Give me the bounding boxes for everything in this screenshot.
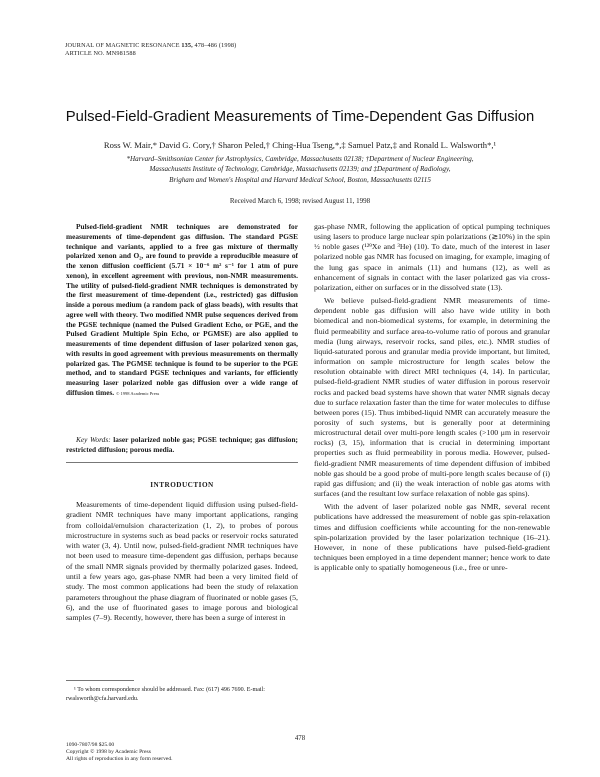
keywords-label: Key Words:: [76, 435, 111, 444]
journal-volume: 135,: [181, 42, 193, 49]
abstract-publisher: © 1998 Academic Press: [116, 390, 160, 396]
article-number: ARTICLE NO. MN981588: [65, 50, 136, 58]
affiliations: [40, 154, 560, 185]
intro-paragraph: gas-phase NMR, following the application of optical pumping techniques using lasers to produce large nuclear spin polarizations (≳10%) in the spin ½ noble gases (¹²⁹Xe and ³He) (10). To date, much of the interest in laser polarized noble gas NMR has focused on imaging, for example, imaging of the lung gas space in animals (11) and humans (12), as well as enhancement of signals in contact with the laser polarized gas via cross-polarization, either on surfaces or in the dissolved state (13).: [314, 222, 550, 292]
intro-left-column: Measurements of time-dependent liquid diffusion using pulsed-field-gradient NMR techniques have many important applications, ranging from colloidal/emulsion characterization (1, 2), to probes of porous microstructure in systems such as bead packs or reservoir rocks saturated with water (3, 4). Until now, pulsed-field-gradient NMR techniques have not been used to measure time-dependent gas diffusion, perhaps because of the small NMR signals provided by thermally polarized gases. Indeed, until a few years ago, gas-phase NMR had been a very limited field of study. The most common applications had been the study of relaxation parameters throughout the phase diagram of fluorinated or noble gases (5, 6), and the use of fluorinated gases to image porous and biological samples (7–9). Recently, however, there has been a surge of interest in: [66, 500, 298, 623]
article-title: Pulsed-Field-Gradient Measurements of Time-Dependent Gas Diffusion: [65, 109, 535, 125]
journal-name: JOURNAL OF MAGNETIC RESONANCE: [65, 42, 180, 49]
keywords: [66, 435, 298, 455]
keywords-text: laser polarized noble gas; PGSE technique; gas diffusion; restricted diffusion; porous media.: [66, 435, 298, 454]
abstract: [66, 222, 298, 399]
footnote-divider: [66, 680, 134, 681]
copyright-line: All rights of reproduction in any form reserved.: [66, 756, 173, 763]
affiliation-line: *Harvard–Smithsonian Center for Astrophysics, Cambridge, Massachusetts 02138; †Department of Nuclear Engineering,: [126, 155, 474, 163]
intro-paragraph: We believe pulsed-field-gradient NMR measurements of time-dependent noble gas diffusion will also have wide utility in both biomedical and non-biomedical systems, for example, in determining the fluid permeability and surface area-to-volume ratio of porous and granular media (lung airways, reservoir rocks, sand piles, etc.). NMR studies of liquid-saturated porous and granular media provide important, but limited, information on sample microstructure for length scales below the resolution obtainable with direct MRI techniques (4, 14). In particular, pulsed-field-gradient NMR studies of water diffusion in porous reservoir rocks and packed bead systems have shown that water NMR signals decay due to surface relaxation faster than the time for water molecules to diffuse between pores (15). Thus imbibed-liquid NMR can accurately measure the porosity of such systems, but is generally poor at determining microstructural detail over multi-pore length scales (>100 μm in reservoir rocks) (3, 15), information that is crucial in determining important properties such as fluid permeability in porous media. However, pulsed-field-gradient NMR measurements of time dependent diffusion of imbibed noble gas should be a good probe of multi-pore length scales because of (i) rapid gas diffusion; and (ii) the weak interaction of noble gas atoms with surfaces (and the resultant low surface relaxation of noble gas spins).: [314, 296, 550, 499]
section-heading-introduction: INTRODUCTION: [150, 481, 214, 489]
abstract-text: Pulsed-field-gradient NMR techniques are demonstrated for measurements of time-dependent gas diffusion. The standard PGSE technique and variants, applied to a free gas mixture of thermally polarized xenon and O₂, are found to provide a reproducible measure of the xenon diffusion coefficient (5.71 × 10⁻⁶ m² s⁻¹ for 1 atm of pure xenon), in excellent agreement with previous, non-NMR measurements. The utility of pulsed-field-gradient NMR techniques is demonstrated by the first measurement of time-dependent (i.e., restricted) gas diffusion inside a porous medium (a random pack of glass beads), with results that agree well with theory. Two modified NMR pulse sequences derived from the PGSE technique (named the Pulsed Gradient Echo, or PGE, and the Pulsed Gradient Multiple Spin Echo, or PGMSE) are also applied to measurements of time dependent diffusion of laser polarized xenon gas, with results in good agreement with previous measurements on thermally polarized gas. The PGMSE technique is found to be superior to the PGE method, and to standard PGSE techniques and variants, for efficiently measuring laser polarized noble gas diffusion over a wide range of diffusion times.: [66, 222, 298, 397]
page-number: 478: [294, 735, 306, 742]
running-head: [65, 42, 365, 58]
intro-right-column: [314, 222, 550, 576]
affiliation-line: Massachusetts Institute of Technology, Cambridge, Massachusetts 02139; and ‡Department of Radiology,: [149, 165, 451, 174]
journal-pages: 478–486 (1998): [194, 42, 237, 49]
copyright-line: 1090-7807/98 $25.00: [66, 742, 115, 748]
intro-paragraph: With the advent of laser polarized noble gas NMR, several recent publications have addressed the measurement of noble gas spin-relaxation times and diffusion coefficients while accounting for the non-renewable spin-polarization provided by the laser polarization technique (16–21). However, in none of these publications have pulsed-field-gradient techniques been employed in a time dependent manner; hence work to date is applicable only to spatially homogeneous (i.e., free or unre-: [314, 502, 550, 573]
journal-citation: [65, 42, 365, 50]
received-dates: Received March 6, 1998; revised August 11, 1998: [229, 197, 371, 205]
author-list: Ross W. Mair,* David G. Cory,† Sharon Peled,† Ching-Hua Tseng,*,‡ Samuel Patz,‡ and Ronald L. Walsworth*,¹: [103, 140, 497, 150]
affiliation-line: Brigham and Women's Hospital and Harvard Medical School, Boston, Massachusetts 02115: [169, 175, 431, 184]
copyright-notice: [66, 742, 298, 764]
copyright-line: Copyright © 1998 by Academic Press: [66, 749, 151, 756]
footnote: ¹ To whom correspondence should be addressed. Fax: (617) 496 7690. E-mail: rwalsworth@cfa.harvard.edu.: [66, 687, 266, 702]
abstract-divider: [66, 462, 298, 463]
